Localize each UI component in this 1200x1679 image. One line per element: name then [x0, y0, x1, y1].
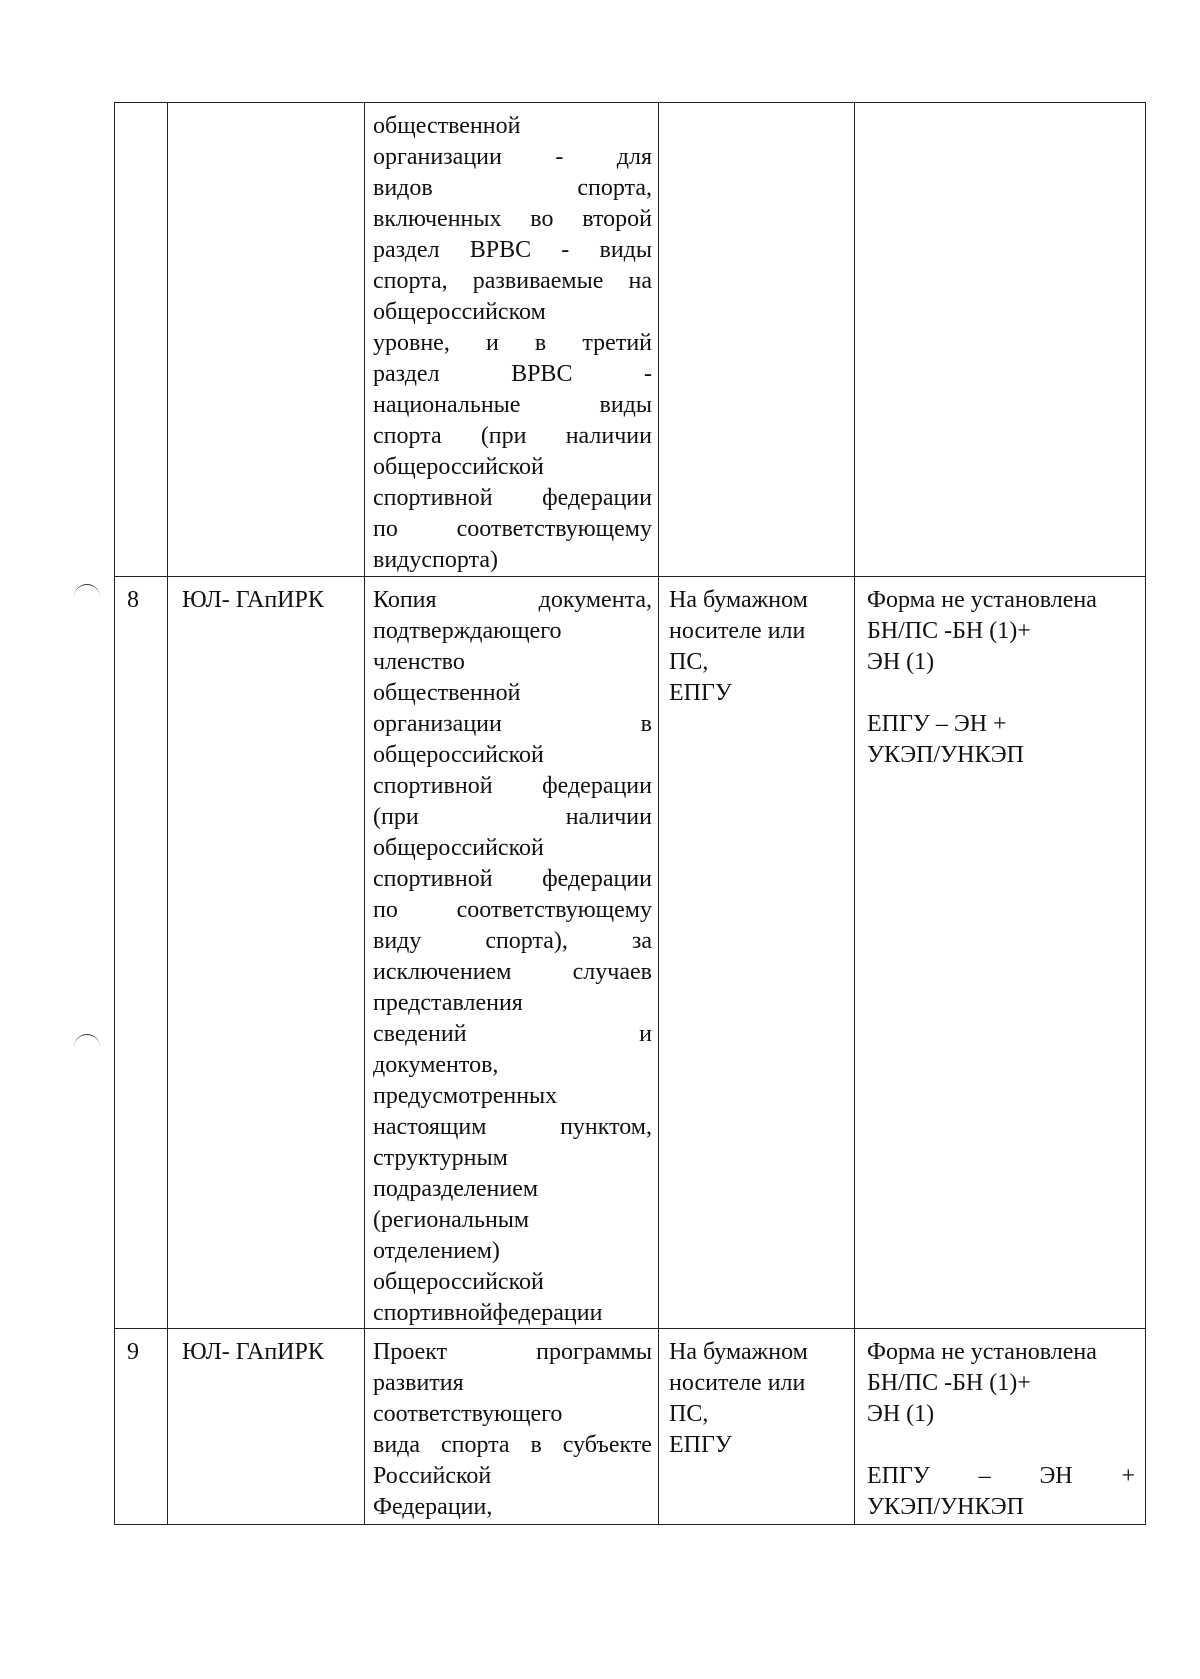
description-line: [373, 266, 652, 297]
description-line: [373, 1368, 652, 1399]
form-requirement-line: УКЭП/УНКЭП: [867, 742, 1024, 768]
description-word: видов: [373, 175, 433, 201]
description-line: [373, 678, 652, 709]
submission-way-line: носителе или: [669, 618, 806, 644]
margin-bracket-mark: [74, 1034, 100, 1047]
description-word: за: [631, 928, 652, 954]
description-word: организации: [373, 711, 502, 737]
description-line: [373, 421, 652, 452]
description-word: -: [555, 144, 564, 170]
description-word: спорта),: [485, 928, 568, 954]
description-line: [373, 988, 652, 1019]
description-word: федерации: [542, 866, 652, 892]
description-line: [373, 740, 652, 771]
description-word: -: [561, 237, 570, 263]
submission-way-line: На бумажном: [669, 1339, 808, 1365]
description-line: [373, 1081, 652, 1112]
description-word: представления: [373, 990, 523, 1016]
description-word: Федерации,: [373, 1494, 493, 1520]
description-line: [373, 1430, 652, 1461]
description-word: общероссийской: [373, 454, 544, 480]
description-word: спорта: [440, 1432, 510, 1458]
description-line: [373, 957, 652, 988]
description-word: по: [373, 516, 398, 542]
submission-way-line: На бумажном: [669, 587, 808, 613]
description-word: общественной: [373, 113, 521, 139]
submission-way-line: носителе или: [669, 1370, 806, 1396]
description-word: отделением): [373, 1238, 500, 1264]
description-line: [373, 926, 652, 957]
description-line: [373, 514, 652, 545]
description-line: [373, 1174, 652, 1205]
form-requirement-line: Форма не установлена: [867, 1339, 1097, 1365]
document-table: [114, 102, 1146, 1525]
description-word: и: [639, 1021, 652, 1047]
description-line: [373, 1461, 652, 1492]
description-line: [373, 297, 652, 328]
form-requirement-line: Форма не установлена: [867, 587, 1097, 613]
form-requirements-cell: [855, 1329, 1146, 1525]
submission-way-line: ЕПГУ: [669, 1432, 732, 1458]
description-word: развития: [373, 1370, 464, 1396]
description-word: организации: [373, 144, 502, 170]
organization-cell: ЮЛ- ГАпИРК: [168, 1329, 365, 1525]
description-word: подтверждающего: [373, 618, 562, 644]
description-line: [373, 1112, 652, 1143]
description-word: общероссийском: [373, 299, 546, 325]
submission-way-line: ПС,: [669, 649, 709, 675]
description-word: подразделением: [373, 1176, 539, 1202]
description-word: членство: [373, 649, 465, 675]
description-word: раздел: [373, 361, 440, 387]
description-line: [373, 1267, 652, 1298]
description-line: [373, 864, 652, 895]
margin-bracket-mark: [74, 584, 100, 597]
description-word: виду: [373, 928, 422, 954]
form-requirement-line: УКЭП/УНКЭП: [867, 1494, 1024, 1520]
description-word: третий: [582, 330, 652, 356]
form-requirement-line: [867, 678, 1139, 709]
description-word: наличии: [565, 804, 652, 830]
description-word: программы: [536, 1339, 652, 1365]
description-word: сведений: [373, 1021, 467, 1047]
row-number-cell: 9: [115, 1329, 168, 1525]
description-line: [373, 1205, 652, 1236]
description-line: [373, 173, 652, 204]
description-line: [373, 1298, 652, 1329]
description-line: [373, 204, 652, 235]
description-line: [373, 895, 652, 926]
description-line: [373, 1492, 652, 1523]
description-word: и: [485, 330, 499, 356]
description-line: [373, 142, 652, 173]
description-word: (при: [373, 804, 419, 830]
description-word: вида: [373, 1432, 421, 1458]
description-word: спортивной: [373, 866, 493, 892]
description-word: документов,: [373, 1052, 499, 1078]
description-word: национальные: [373, 392, 521, 418]
description-cell: [365, 1329, 659, 1525]
table-row: [115, 103, 1146, 577]
description-word: Российской: [373, 1463, 492, 1489]
submission-way-line: ПС,: [669, 1401, 709, 1427]
description-word: в: [640, 711, 652, 737]
description-word: структурным: [373, 1145, 508, 1171]
description-word: случаев: [572, 959, 652, 985]
description-word: спортивной: [373, 1300, 493, 1326]
description-line: [373, 585, 652, 616]
row-number-cell: [115, 103, 168, 577]
description-word: (региональным: [373, 1207, 530, 1233]
description-word: пунктом,: [560, 1114, 652, 1140]
submission-way-cell: [659, 1329, 855, 1525]
description-word: на: [628, 268, 652, 294]
organization-cell: ЮЛ- ГАпИРК: [168, 577, 365, 1329]
description-word: виды: [599, 237, 652, 263]
description-word: общероссийской: [373, 835, 544, 861]
description-word: раздел: [373, 237, 440, 263]
description-word: настоящим: [373, 1114, 487, 1140]
description-line: [373, 709, 652, 740]
form-requirements-cell: [855, 577, 1146, 1329]
description-word: спорта: [373, 423, 442, 449]
description-line: [373, 545, 652, 576]
description-word: -: [643, 361, 652, 387]
description-word: ВРВС: [469, 237, 532, 263]
description-word: документа,: [538, 587, 652, 613]
description-line: [373, 483, 652, 514]
table-row: [115, 577, 1146, 1329]
description-word: виду: [373, 547, 422, 573]
description-word: исключением: [373, 959, 512, 985]
submission-way-cell: [659, 103, 855, 577]
description-word: спортивной: [373, 485, 493, 511]
organization-cell: [168, 103, 365, 577]
description-word: наличии: [565, 423, 652, 449]
description-line: [373, 1236, 652, 1267]
form-requirement-word: ЕПГУ: [867, 1463, 930, 1489]
description-word: спорта,: [577, 175, 652, 201]
description-line: [373, 1019, 652, 1050]
description-word: спорта): [421, 547, 498, 573]
description-word: развиваемые: [472, 268, 604, 294]
description-word: предусмотренных: [373, 1083, 558, 1109]
description-word: федерации: [492, 1300, 603, 1326]
description-cell: [365, 103, 659, 577]
description-word: федерации: [542, 485, 652, 511]
description-word: включенных: [373, 206, 502, 232]
description-line: [373, 328, 652, 359]
description-line: [373, 1337, 652, 1368]
description-word: общероссийской: [373, 1269, 544, 1295]
description-word: федерации: [542, 773, 652, 799]
form-requirement-word: +: [1121, 1463, 1135, 1489]
form-requirement-line: ЭН (1): [867, 649, 935, 675]
description-word: соответствующему: [456, 516, 652, 542]
description-line: [373, 390, 652, 421]
description-cell: [365, 577, 659, 1329]
form-requirement-word: ЭН: [1039, 1463, 1073, 1489]
description-line: [373, 647, 652, 678]
description-line: [373, 1143, 652, 1174]
description-line: [373, 771, 652, 802]
description-line: [373, 235, 652, 266]
description-word: общественной: [373, 680, 521, 706]
description-line: [373, 1399, 652, 1430]
description-word: субъекте: [562, 1432, 652, 1458]
description-word: для: [616, 144, 652, 170]
form-requirement-line: [867, 1461, 1139, 1492]
description-line: [373, 802, 652, 833]
description-line: [373, 1050, 652, 1081]
description-word: Копия: [373, 587, 437, 613]
description-word: в: [530, 1432, 542, 1458]
description-line: [373, 111, 652, 142]
submission-way-line: ЕПГУ: [669, 680, 732, 706]
description-word: по: [373, 897, 398, 923]
row-number-cell: 8: [115, 577, 168, 1329]
description-line: [373, 833, 652, 864]
description-word: соответствующему: [456, 897, 652, 923]
description-word: виды: [599, 392, 652, 418]
description-word: во: [530, 206, 554, 232]
description-word: (при: [480, 423, 527, 449]
form-requirement-line: ЭН (1): [867, 1401, 935, 1427]
description-word: соответствующего: [373, 1401, 563, 1427]
description-word: спортивной: [373, 773, 493, 799]
description-line: [373, 616, 652, 647]
description-word: второй: [582, 206, 652, 232]
description-word: ВРВС: [511, 361, 573, 387]
form-requirements-cell: [855, 103, 1146, 577]
submission-way-cell: [659, 577, 855, 1329]
description-word: Проект: [373, 1339, 448, 1365]
description-line: [373, 452, 652, 483]
form-requirement-line: БН/ПС -БН (1)+: [867, 618, 1031, 644]
form-requirement-line: ЕПГУ – ЭН +: [867, 711, 1007, 737]
form-requirement-line: БН/ПС -БН (1)+: [867, 1370, 1031, 1396]
description-word: уровне,: [373, 330, 450, 356]
form-requirement-line: [867, 1430, 1139, 1461]
description-word: спорта,: [373, 268, 448, 294]
description-line: [373, 359, 652, 390]
description-word: в: [534, 330, 547, 356]
description-word: общероссийской: [373, 742, 544, 768]
table-row: [115, 1329, 1146, 1525]
form-requirement-word: –: [978, 1463, 991, 1489]
